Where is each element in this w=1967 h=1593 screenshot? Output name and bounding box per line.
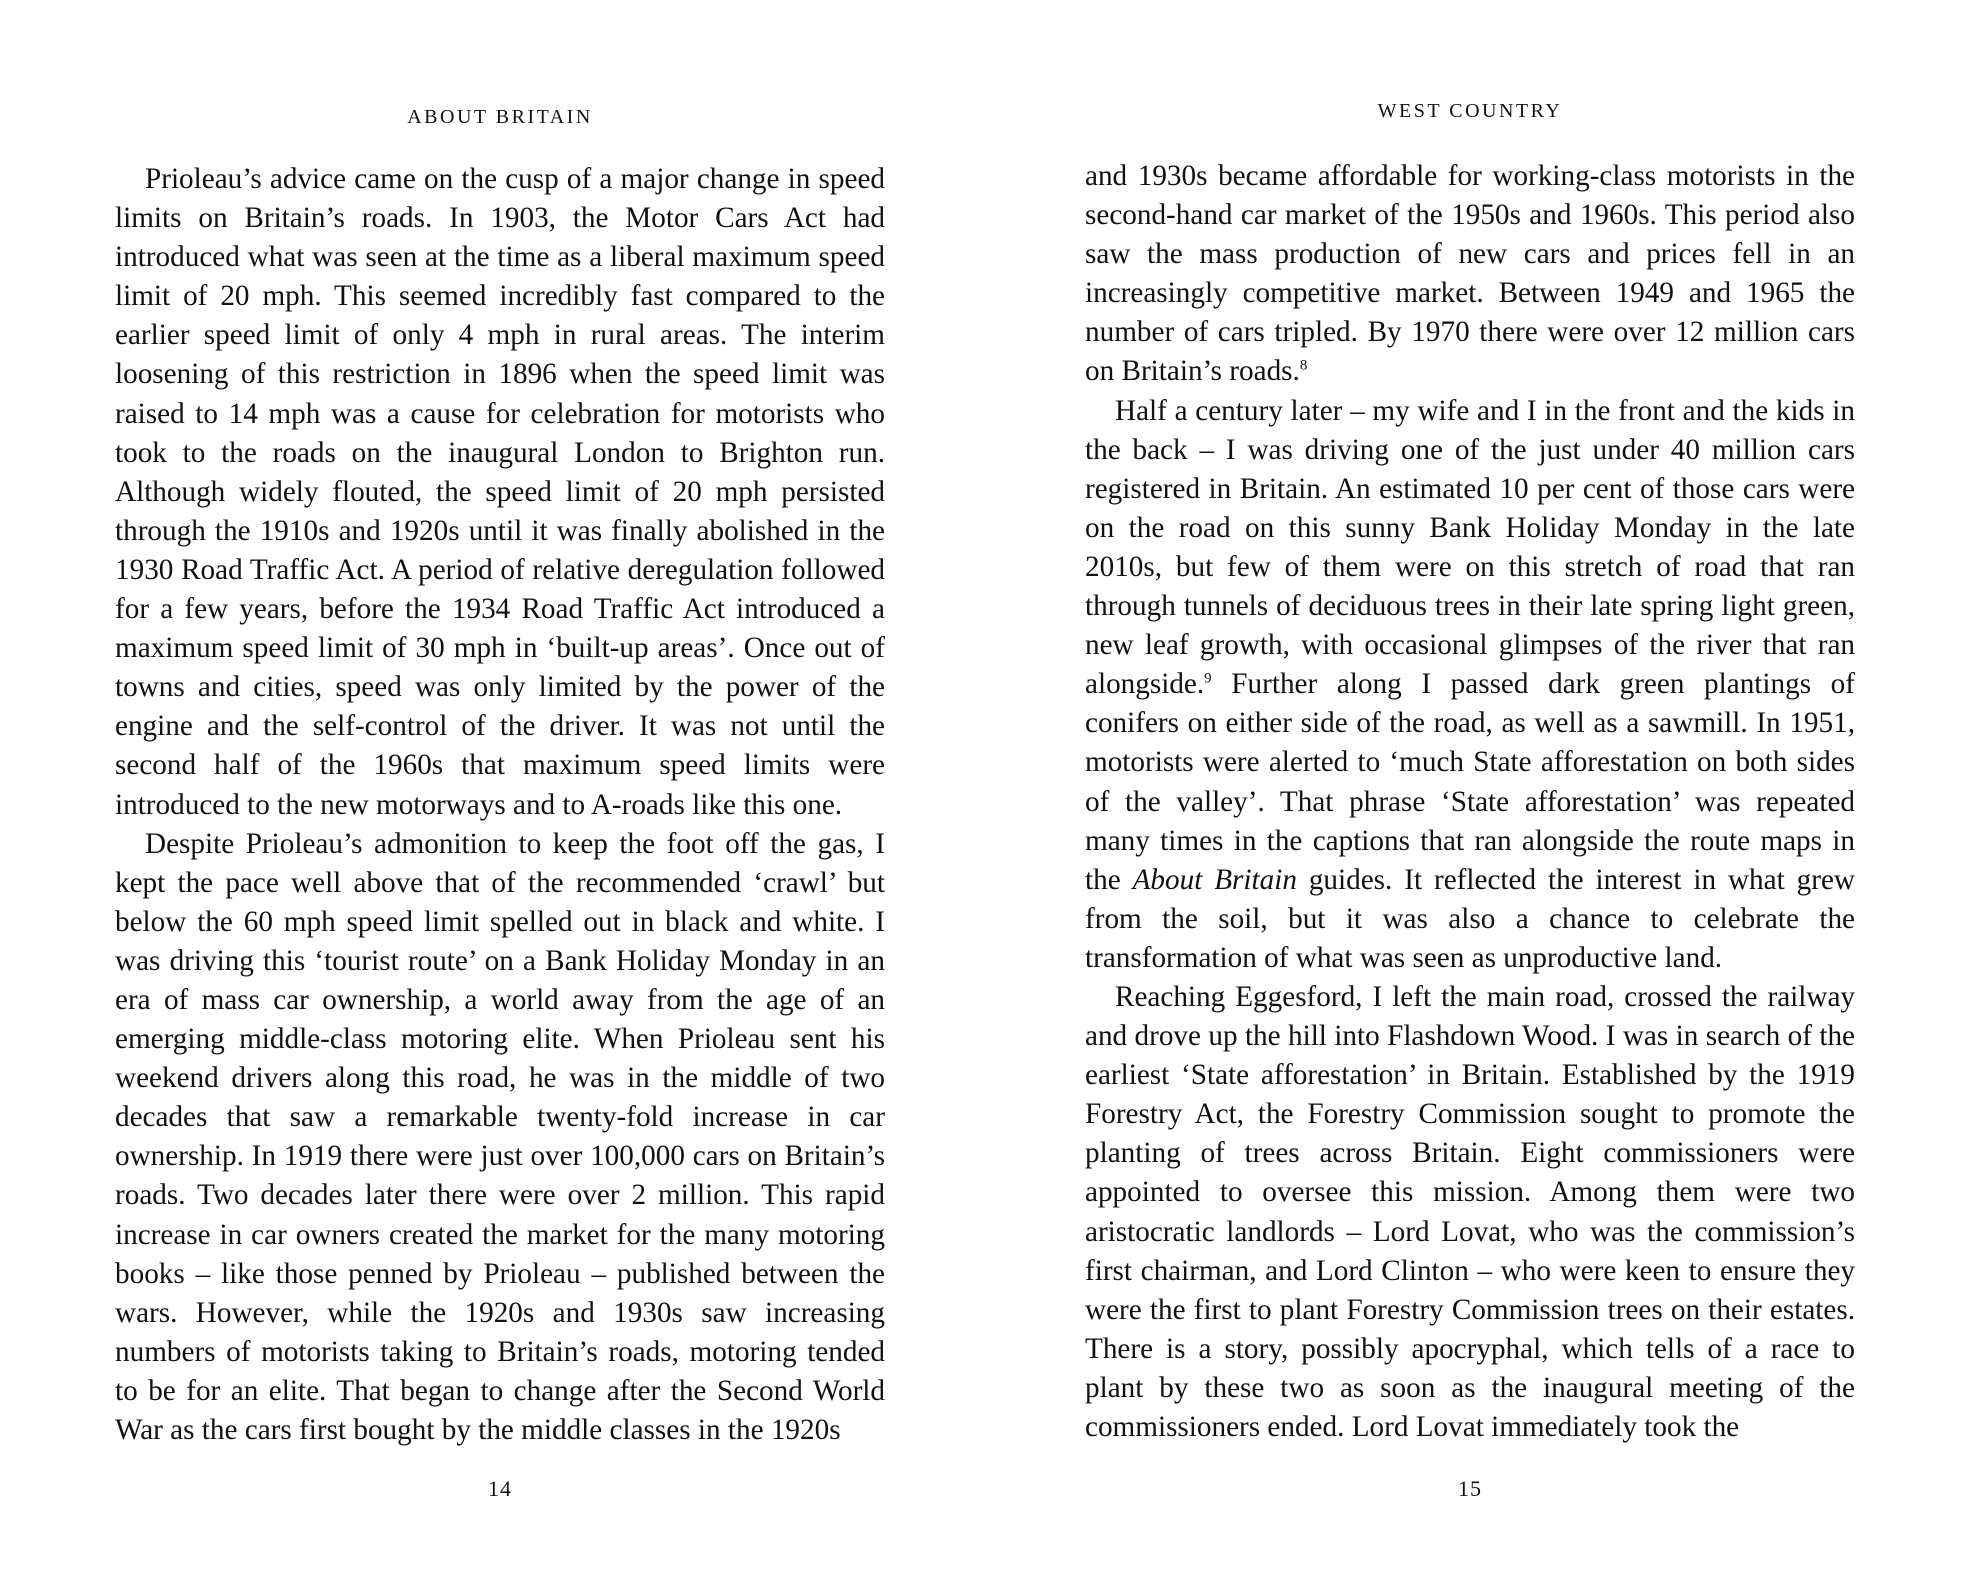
right-paragraph-2-text-a: Half a century later – my wife and I in the front and the kids in the back – I was driving one of the just under 40 million cars registered in Britain. An estimated 10 per cent of those cars were on the road on this sunny Bank Holiday Monday in the late 2010s, but few of them were on this stretch of road that ran through tunnels of deciduous trees in their late spring light green, new leaf growth, with occasional glimpses of the river that ran alongside. — [1085, 394, 1855, 701]
right-paragraph-1 — [1085, 157, 1855, 392]
left-paragraph-2: Despite Prioleau’s admonition to keep the foot off the gas, I kept the pace well above that of the recommended ‘crawl’ but below the 60 mph speed limit spelled out in black and white. I was driving this ‘tourist route’ on a Bank Holiday Monday in an era of mass car ownership, a world away from the age of an emerging middle-class motoring elite. When Prioleau sent his weekend drivers along this road, he was in the middle of two decades that saw a remarkable twenty-fold increase in car ownership. In 1919 there were just over 100,000 cars on Britain’s roads. Two decades later there were over 2 million. This rapid increase in car owners created the market for the many motoring books – like those penned by Prioleau – published between the wars. However, while the 1920s and 1930s saw increasing numbers of motorists taking to Britain’s roads, motoring tended to be for an elite. That began to change after the Second World War as the cars first bought by the middle classes in the 1920s — [115, 827, 885, 1446]
footnote-marker: 9 — [1204, 670, 1212, 687]
book-title-italic: About Britain — [1132, 863, 1297, 896]
book-gutter — [983, 60, 984, 1540]
right-paragraph-1-text: and 1930s became affordable for working-class motorists in the second-hand car market of the 1950s and 1960s. This period also saw the mass production of new cars and prices fell in an increasingly competitive market. Between 1949 and 1965 the number of cars tripled. By 1970 there were over 12 million cars on Britain’s roads. — [1085, 160, 1855, 388]
page-number-left: 14 — [488, 1476, 512, 1501]
footnote-marker: 8 — [1299, 357, 1308, 374]
running-head-left: ABOUT BRITAIN — [407, 106, 593, 128]
left-page-body — [115, 160, 885, 1450]
right-paragraph-2-text-b: Further along I passed dark green plantings of conifers on either side of the road, as well as a sawmill. In 1951, motorists were alerted to ‘much State afforestation on both sides of the valley’. That phrase ‘State afforestation’ was repeated many times in the captions that ran alongside the route maps in the — [1085, 668, 1855, 896]
left-paragraph-1: Prioleau’s advice came on the cusp of a major change in speed limits on Britain’s roads. In 1903, the Motor Cars Act had introduced what was seen at the time as a liberal maximum speed limit of 20 mph. This seemed incredibly fast compared to the earlier speed limit of only 4 mph in rural areas. The interim loosening of this restriction in 1896 when the speed limit was raised to 14 mph was a cause for celebration for motorists who took to the roads on the inaugural London to Brighton run. Although widely flouted, the speed limit of 20 mph persisted through the 1910s and 1920s until it was finally abolished in the 1930 Road Traffic Act. A period of relative deregulation followed for a few years, before the 1934 Road Traffic Act introduced a maximum speed limit of 30 mph in ‘built-up areas’. Once out of towns and cities, speed was only limited by the power of the engine and the self-control of the driver. It was not until the second half of the 1960s that maximum speed limits were introduced to the new motorways and to A-roads like this one. — [115, 163, 885, 821]
running-head-right: WEST COUNTRY — [1377, 100, 1563, 122]
right-paragraph-2-text-c: guides. It reflected the interest in what grew from the soil, but it was also a chance to celebrate the transformation of what was seen as unproductive land. — [1085, 863, 1855, 974]
right-paragraph-2 — [1085, 392, 1855, 978]
right-paragraph-3: Reaching Eggesford, I left the main road, crossed the railway and drove up the hill into Flashdown Wood. I was in search of the earliest ‘State afforestation’ in Britain. Established by the 1919 Forestry Act, the Forestry Commission sought to promote the planting of trees across Britain. Eight commissioners were appointed to oversee this mission. Among them were two aristocratic landlords – Lord Lovat, who was the commission’s first chairman, and Lord Clinton – who were keen to ensure they were the first to plant Forestry Commission trees on their estates. There is a story, possibly apocryphal, which tells of a race to plant by these two as soon as the inaugural meeting of the commissioners ended. Lord Lovat immediately took the — [1085, 980, 1855, 1443]
right-page-body — [1085, 157, 1855, 1447]
page-number-right: 15 — [1458, 1476, 1482, 1501]
